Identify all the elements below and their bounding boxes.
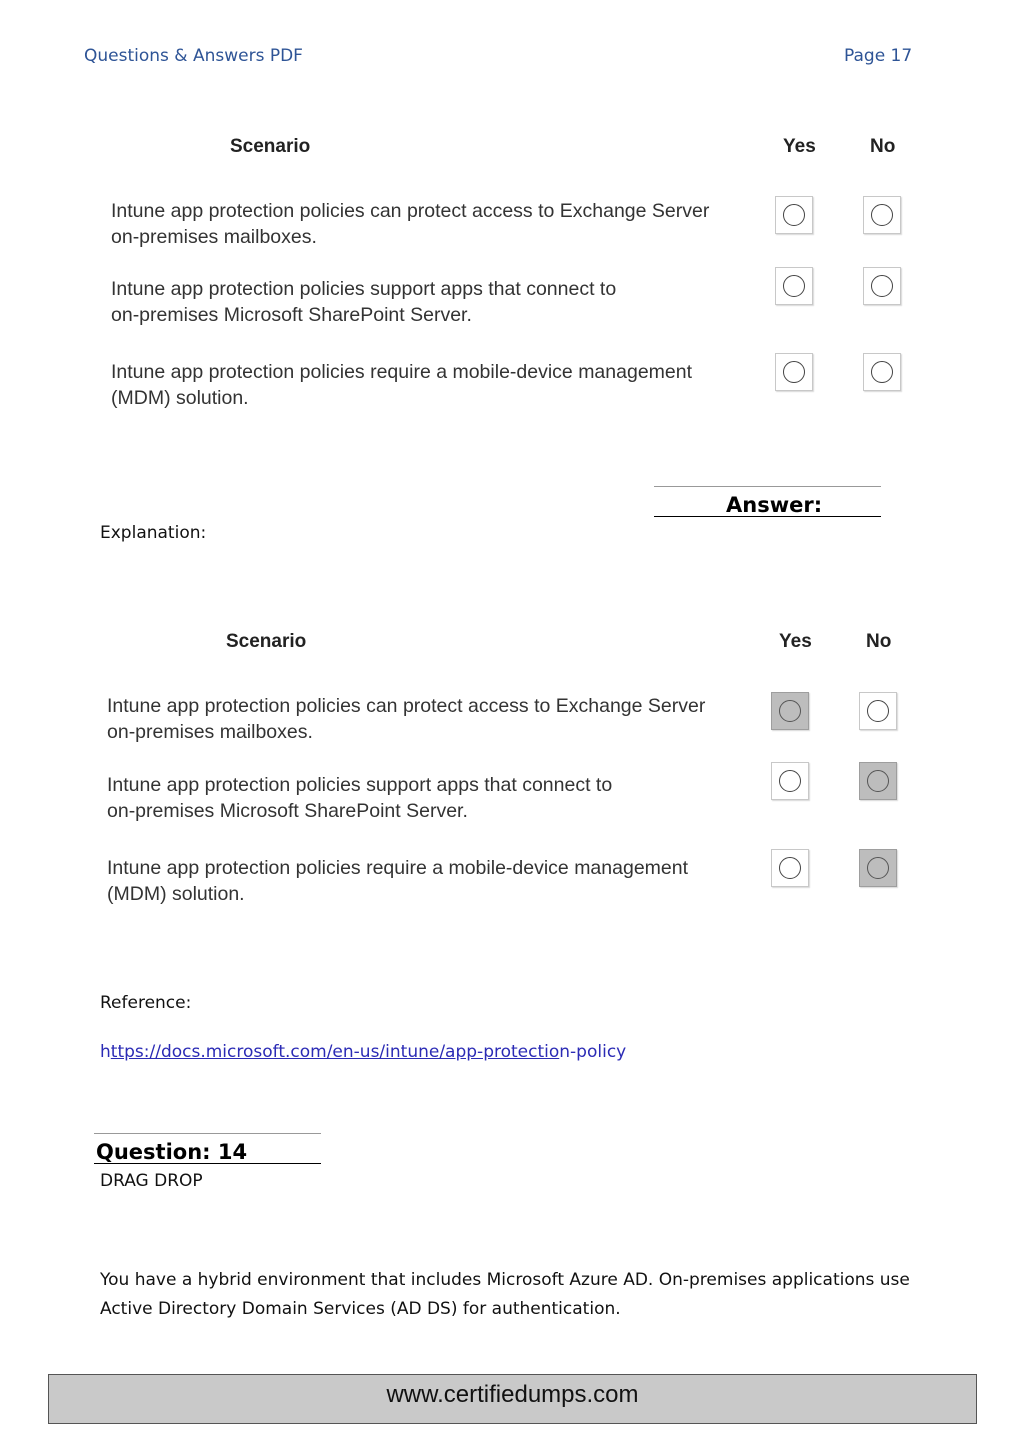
question-divider-top [94,1133,321,1134]
answer-label: Answer: [726,493,823,517]
yes-header: Yes [779,631,812,652]
scenario-row [111,359,721,411]
scenario-line: Intune app protection policies can protect access to Exchange Server [111,200,710,222]
scenario-line: on-premises mailboxes. [111,226,317,248]
radio-circle-icon [871,204,893,226]
radio-circle-icon [783,204,805,226]
radio-circle-icon [871,275,893,297]
question-text: You have a hybrid environment that includes Microsoft Azure AD. On-premises applications use Active Directory Domain Services (AD DS) for authentication. [100,1270,910,1319]
no-header: No [866,631,892,652]
radio-no[interactable] [859,692,897,730]
scenario-line: on-premises Microsoft SharePoint Server. [111,304,472,326]
scenario-line: Intune app protection policies support apps that connect to [107,774,613,796]
radio-yes[interactable] [775,353,813,391]
reference-label: Reference: [100,993,192,1013]
link-underlined: ttps://docs.microsoft.com/en-us/intune/app-protectio [110,1042,560,1062]
no-header: No [870,136,896,157]
answer-divider-bottom [654,516,881,517]
reference-link[interactable] [100,1042,626,1062]
document-title: Questions & Answers PDF [84,46,303,66]
question-scenario-table [100,136,920,416]
radio-circle-icon [783,275,805,297]
scenario-header: Scenario [230,136,311,157]
explanation-label: Explanation: [100,523,207,543]
link-prefix: h [100,1042,111,1062]
radio-circle-icon [783,361,805,383]
answer-scenario-table [96,631,916,911]
scenario-line: Intune app protection policies can protect access to Exchange Server [107,695,706,717]
radio-circle-icon [867,700,889,722]
scenario-line: on-premises Microsoft SharePoint Server. [107,800,468,822]
radio-no[interactable] [863,196,901,234]
footer-site: www.certifiedumps.com [386,1381,639,1408]
scenario-row [107,693,717,745]
scenario-header: Scenario [226,631,307,652]
question-divider-bottom [94,1163,321,1164]
radio-circle-icon [779,857,801,879]
scenario-row [107,855,717,907]
scenario-line: on-premises mailboxes. [107,721,313,743]
radio-no[interactable] [863,353,901,391]
footer-bar [48,1374,977,1424]
radio-circle-icon [779,700,801,722]
radio-yes[interactable] [775,267,813,305]
radio-yes[interactable] [775,196,813,234]
scenario-row [111,276,721,328]
question-title: Question: 14 [96,1140,248,1164]
page-number: Page 17 [844,46,913,66]
scenario-line: Intune app protection policies require a mobile-device management [111,361,693,383]
radio-circle-icon [867,770,889,792]
radio-yes[interactable] [771,762,809,800]
radio-circle-icon [871,361,893,383]
radio-no-selected[interactable] [859,762,897,800]
radio-no[interactable] [863,267,901,305]
radio-yes-selected[interactable] [771,692,809,730]
scenario-row [111,198,721,250]
question-type: DRAG DROP [100,1171,203,1191]
scenario-line: Intune app protection policies require a mobile-device management [107,857,689,879]
radio-circle-icon [867,857,889,879]
link-suffix: n-policy [559,1042,627,1062]
radio-circle-icon [779,770,801,792]
radio-no-selected[interactable] [859,849,897,887]
scenario-line: Intune app protection policies support apps that connect to [111,278,617,300]
yes-header: Yes [783,136,816,157]
scenario-line: (MDM) solution. [107,883,245,905]
radio-yes[interactable] [771,849,809,887]
scenario-line: (MDM) solution. [111,387,249,409]
scenario-row [107,772,717,824]
answer-divider-top [654,486,881,487]
